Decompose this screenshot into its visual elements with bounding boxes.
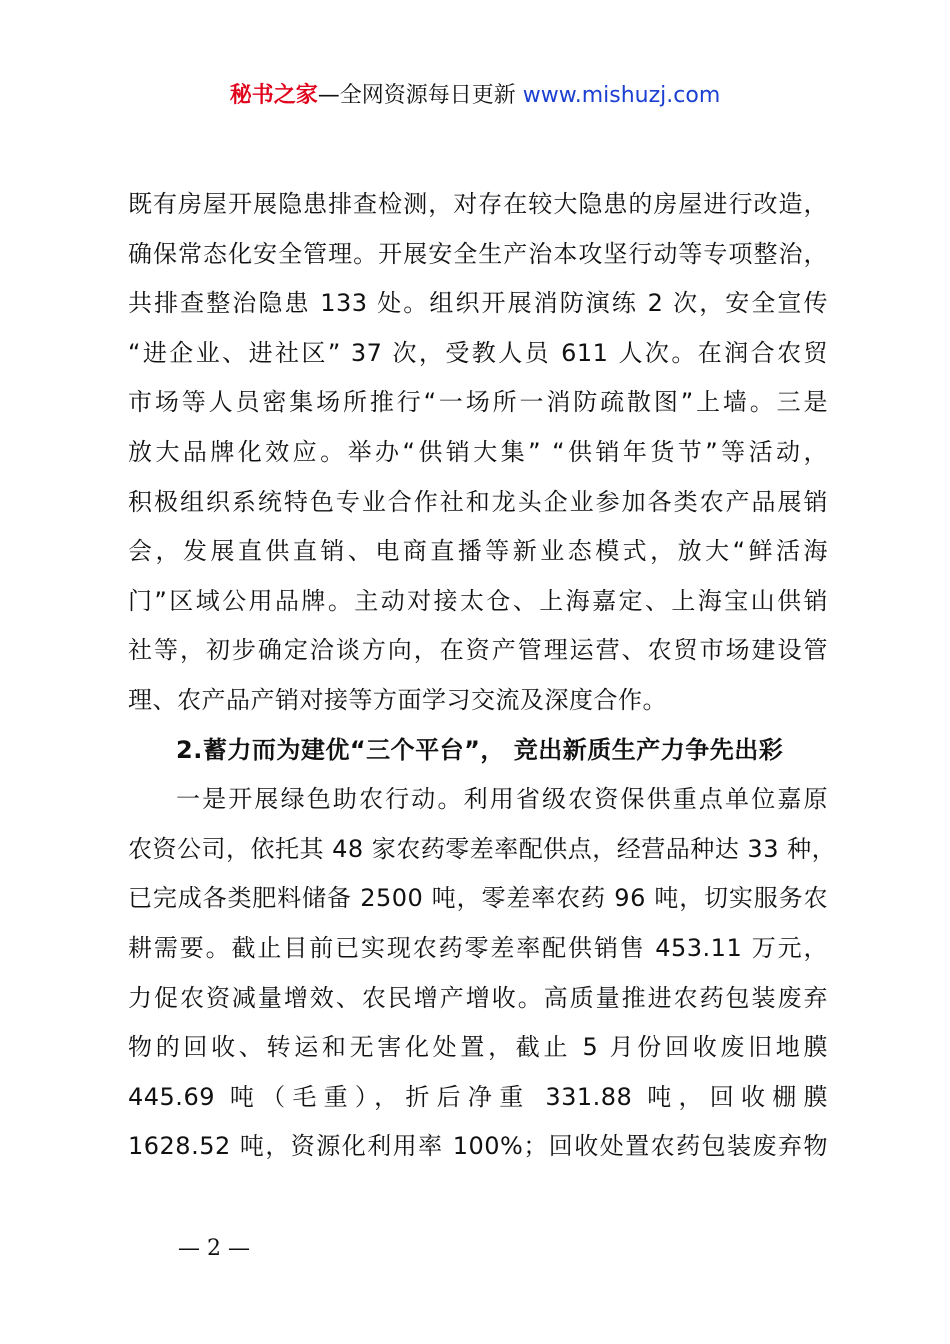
paragraph-line: 物的回收、转运和无害化处置，截止 5 月份回收废旧地膜 (128, 1033, 828, 1062)
paragraph-line: 积极组织系统特色专业合作社和龙头企业参加各类农产品展销 (128, 487, 828, 516)
paragraph-line: “进企业、进社区” 37 次，受教人员 611 人次。在润合农贸 (128, 338, 828, 367)
page-number: — 2 — (178, 1236, 250, 1261)
paragraph-line: 445.69 吨（毛重），折后净重 331.88 吨，回收棚膜 (128, 1082, 828, 1111)
paragraph-line: 社等，初步确定洽谈方向，在资产管理运营、农贸市场建设管 (128, 636, 828, 665)
paragraph-line: 会，发展直供直销、电商直播等新业态模式，放大“鲜活海 (128, 537, 828, 566)
paragraph-line: 共排查整治隐患 133 处。组织开展消防演练 2 次，安全宣传 (128, 289, 828, 318)
paragraph-line: 放大品牌化效应。举办“供销大集” “供销年货节”等活动， (128, 437, 828, 466)
paragraph-line: 理、农产品产销对接等方面学习交流及深度合作。 (128, 685, 667, 714)
paragraph-line: 农资公司，依托其 48 家农药零差率配供点，经营品种达 33 种， (128, 834, 837, 863)
site-tagline: —全网资源每日更新 (317, 83, 516, 108)
paragraph-line: 已完成各类肥料储备 2500 吨，零差率农药 96 吨，切实服务农 (128, 884, 828, 913)
site-header (0, 80, 950, 112)
paragraph-line: 确保常态化安全管理。开展安全生产治本攻坚行动等专项整治， (128, 239, 828, 268)
paragraph-line: 门”区域公用品牌。主动对接太仓、上海嘉定、上海宝山供销 (128, 586, 828, 615)
paragraph-line: 耕需要。截止目前已实现农药零差率配供销售 453.11 万元， (128, 933, 828, 962)
paragraph-line: 一是开展绿色助农行动。利用省级农资保供重点单位嘉原 (176, 785, 828, 814)
paragraph-line: 既有房屋开展隐患排查检测，对存在较大隐患的房屋进行改造， (128, 190, 828, 218)
document-body (128, 180, 837, 1172)
site-brand: 秘书之家 (229, 83, 318, 108)
site-url-link[interactable]: www.mishuzj.com (522, 83, 721, 108)
paragraph-line: 市场等人员密集场所推行“一场所一消防疏散图”上墙。三是 (128, 388, 828, 417)
paragraph-line: 1628.52 吨，资源化利用率 100%；回收处置农药包装废弃物 (128, 1132, 828, 1161)
section-heading: 2.蓄力而为建优“三个平台”， 竞出新质生产力争先出彩 (176, 735, 784, 764)
paragraph-line: 力促农资减量增效、农民增产增收。高质量推进农药包装废弃 (128, 983, 828, 1012)
